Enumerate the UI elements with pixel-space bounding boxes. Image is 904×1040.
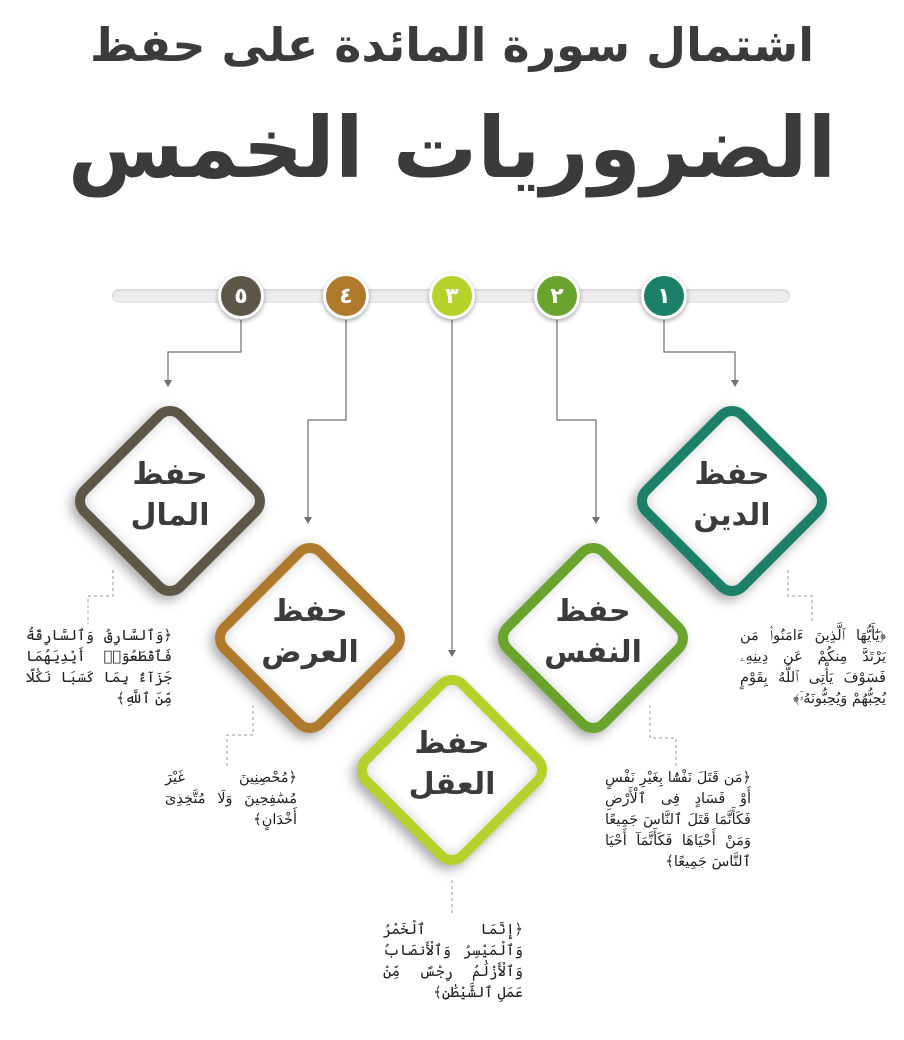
diamond-label-1-line1: حفظ (694, 457, 770, 492)
connector-step-5 (168, 320, 241, 380)
step-number-4: ٤ (339, 283, 353, 309)
connector-step-4 (308, 320, 346, 517)
verse-step-4: ﴿مُحْصِنِينَ غَيْرَ مُسَٰفِحِينَ وَلَا مُتَّخِذِىٓ أَخْدَانٍ﴾ (165, 770, 297, 829)
title-line-2: الضروريات الخمس (67, 99, 837, 197)
step-number-1: ١ (657, 283, 671, 309)
diamond-label-5 (70, 455, 270, 536)
diamond-label-3-line2: العقل (408, 766, 496, 802)
diamond-label-2 (493, 592, 693, 673)
connector-step-1 (664, 320, 735, 380)
verse-step-5: ﴿وَٱلسَّارِقُ وَٱلسَّارِقَةُ فَٱقْطَعُوٓا۟ أَيْدِيَهُمَا جَزَآءًۢ بِمَا كَسَبَا نَكَٰلًا مِّنَ ٱللَّهِ﴾ (26, 628, 172, 708)
verse-step-1: ﴿يَٰٓأَيُّهَا ٱلَّذِينَ ءَامَنُوا۟ مَن يَرْتَدَّ مِنكُمْ عَن دِينِهِۦ فَسَوْفَ يَأْتِى ٱللَّهُ بِقَوْمٍ يُحِبُّهُمْ وَيُحِبُّونَهُۥٓ﴾ (740, 628, 886, 708)
verse-leader-5 (88, 570, 113, 624)
step-circle-4 (323, 273, 369, 319)
step-number-3: ٣ (445, 283, 459, 309)
verse-leader-2 (650, 705, 676, 766)
connector-arrow-1 (731, 380, 739, 387)
step-circle-5 (218, 273, 264, 319)
diamond-label-4 (210, 592, 410, 673)
connector-arrow-3 (448, 650, 456, 657)
step-circle-2 (534, 273, 580, 319)
diamond-label-1 (632, 455, 832, 536)
title-line-1: اشتمال سورة المائدة على حفظ (90, 18, 814, 72)
step-number-5: ٥ (234, 283, 248, 309)
connector-arrow-2 (592, 517, 600, 524)
step-circle-1 (641, 273, 687, 319)
step-number-2: ٢ (550, 283, 564, 309)
diamond-label-2-line1: حفظ (555, 594, 631, 629)
connector-step-2 (557, 320, 596, 517)
diamond-label-4-line2: العرض (261, 634, 359, 670)
verse-leader-4 (227, 705, 253, 766)
diamond-label-5-line1: حفظ (132, 457, 208, 492)
connector-arrow-4 (304, 517, 312, 524)
verse-step-2: ﴿مَن قَتَلَ نَفْسًۢا بِغَيْرِ نَفْسٍ أَوْ فَسَادٍ فِى ٱلْأَرْضِ فَكَأَنَّمَا قَتَلَ ٱلنَّاسَ جَمِيعًا وَمَنْ أَحْيَاهَا فَكَأَنَّمَآ أَحْيَا ٱلنَّاسَ جَمِيعًا﴾ (605, 770, 751, 871)
diamond-label-3 (352, 724, 552, 805)
connector-arrow-5 (164, 380, 172, 387)
diamond-label-2-line2: النفس (544, 634, 642, 670)
diamond-label-5-line2: المال (130, 497, 210, 533)
diamond-label-4-line1: حفظ (272, 594, 348, 629)
diamond-label-1-line2: الدين (693, 497, 771, 533)
step-circle-3 (429, 273, 475, 319)
verse-leader-1 (788, 570, 812, 624)
verse-step-3: ﴿إِنَّمَا ٱلْخَمْرُ وَٱلْمَيْسِرُ وَٱلْأَنصَابُ وَٱلْأَزْلَٰمُ رِجْسٌ مِّنْ عَمَلِ ٱلشَّيْطَٰنِ﴾ (383, 922, 523, 1002)
diamond-label-3-line1: حفظ (414, 726, 490, 761)
